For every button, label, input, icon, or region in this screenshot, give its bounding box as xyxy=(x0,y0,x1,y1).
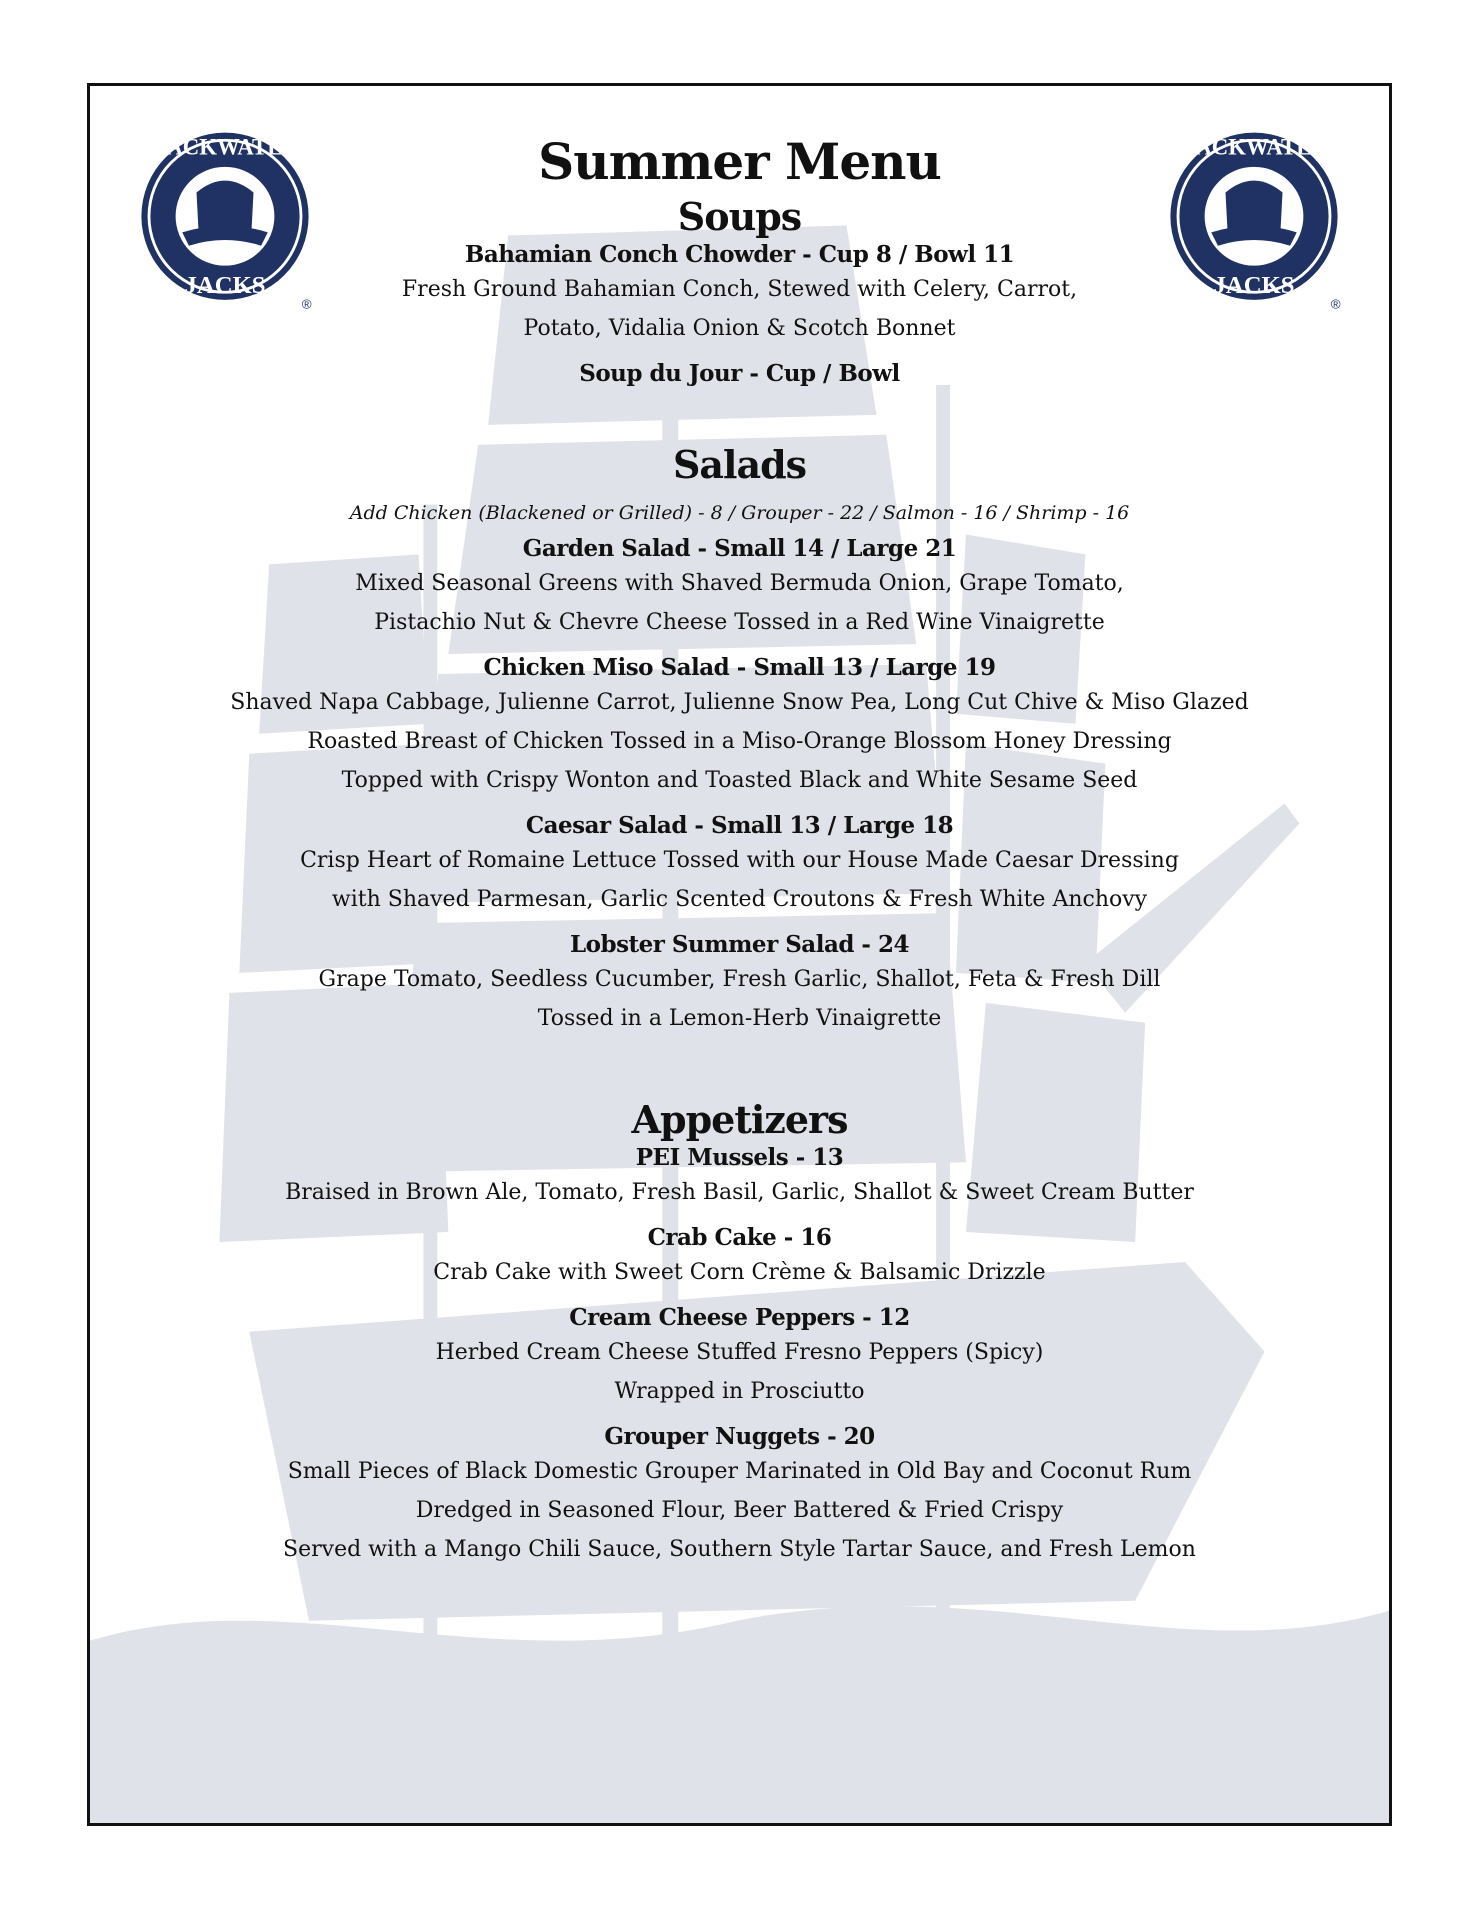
item-title: Cream Cheese Peppers - 12 xyxy=(569,1303,910,1331)
item-title: Caesar Salad - Small 13 / Large 18 xyxy=(525,811,954,839)
item-description: with Shaved Parmesan, Garlic Scented Croutons & Fresh White Anchovy xyxy=(331,887,1148,912)
item-description: Shaved Napa Cabbage, Julienne Carrot, Julienne Snow Pea, Long Cut Chive & Miso Glazed xyxy=(230,689,1249,715)
menu-title: Summer Menu xyxy=(538,132,941,191)
item-description: Crab Cake with Sweet Corn Crème & Balsamic Drizzle xyxy=(433,1259,1046,1285)
item-title: Lobster Summer Salad - 24 xyxy=(570,931,909,958)
menu-item-pei-mussels xyxy=(90,1142,1389,1212)
section-title-appetizers: Appetizers xyxy=(631,1097,848,1143)
item-description: Small Pieces of Black Domestic Grouper Marinated in Old Bay and Coconut Rum xyxy=(287,1458,1192,1484)
item-description: Fresh Ground Bahamian Conch, Stewed with Celery, Carrot, xyxy=(401,276,1078,302)
svg-text:BACKWATER: BACKWATER xyxy=(151,134,299,160)
item-description: Potato, Vidalia Onion & Scotch Bonnet xyxy=(523,315,956,341)
item-description: Pistachio Nut & Chevre Cheese Tossed in a Red Wine Vinaigrette xyxy=(374,609,1105,635)
item-description: Mixed Seasonal Greens with Shaved Bermuda Onion, Grape Tomato, xyxy=(355,570,1124,596)
svg-text:JACKS: JACKS xyxy=(184,272,266,300)
item-description: Braised in Brown Ale, Tomato, Fresh Basil, Garlic, Shallot & Sweet Cream Butter xyxy=(285,1179,1194,1205)
item-description: Dredged in Seasoned Flour, Beer Battered & Fried Crispy xyxy=(415,1497,1064,1523)
svg-text:®: ® xyxy=(1330,296,1341,312)
menu-item-cream-cheese-peppers xyxy=(90,1302,1389,1411)
item-title: PEI Mussels - 13 xyxy=(635,1143,844,1171)
menu-item-lobster-summer-salad xyxy=(90,929,1389,1038)
item-description: Wrapped in Prosciutto xyxy=(614,1378,865,1404)
item-title: Garden Salad - Small 14 / Large 21 xyxy=(522,534,957,562)
item-title: Soup du Jour - Cup / Bowl xyxy=(579,359,900,387)
svg-text:BACKWATER: BACKWATER xyxy=(1180,134,1328,160)
item-description: Topped with Crispy Wonton and Toasted Black and White Sesame Seed xyxy=(341,767,1138,793)
section-title-salads: Salads xyxy=(672,441,807,487)
menu-item-chicken-miso-salad xyxy=(90,652,1389,800)
svg-text:JACKS: JACKS xyxy=(1213,272,1295,300)
menu-item-caesar-salad xyxy=(90,810,1389,919)
item-title: Bahamian Conch Chowder - Cup 8 / Bowl 11 xyxy=(464,240,1015,268)
menu-page xyxy=(87,83,1392,1826)
menu-item-garden-salad xyxy=(90,533,1389,642)
item-title: Grouper Nuggets - 20 xyxy=(604,1422,875,1450)
item-description: Roasted Breast of Chicken Tossed in a Miso-Orange Blossom Honey Dressing xyxy=(307,728,1172,754)
menu-content xyxy=(90,134,1389,1579)
section-title-soups: Soups xyxy=(677,194,802,239)
item-description: Served with a Mango Chili Sauce, Southern Style Tartar Sauce, and Fresh Lemon xyxy=(283,1536,1196,1562)
salad-addon-note: Add Chicken (Blackened or Grilled) - 8 / Grouper - 22 / Salmon - 16 / Shrimp - 16 xyxy=(349,502,1130,525)
item-description: Herbed Cream Cheese Stuffed Fresno Peppers (Spicy) xyxy=(435,1339,1044,1365)
menu-item-crab-cake xyxy=(90,1222,1389,1292)
item-title: Chicken Miso Salad - Small 13 / Large 19 xyxy=(483,653,996,681)
item-description: Grape Tomato, Seedless Cucumber, Fresh Garlic, Shallot, Feta & Fresh Dill xyxy=(318,967,1161,993)
item-description: Crisp Heart of Romaine Lettuce Tossed with our House Made Caesar Dressing xyxy=(300,848,1179,873)
menu-item-soup-du-jour xyxy=(90,358,1389,389)
svg-text:®: ® xyxy=(301,296,312,312)
item-title: Crab Cake - 16 xyxy=(647,1223,832,1251)
menu-item-conch-chowder xyxy=(90,239,1389,348)
item-description: Tossed in a Lemon-Herb Vinaigrette xyxy=(537,1006,942,1032)
menu-item-grouper-nuggets xyxy=(90,1421,1389,1569)
